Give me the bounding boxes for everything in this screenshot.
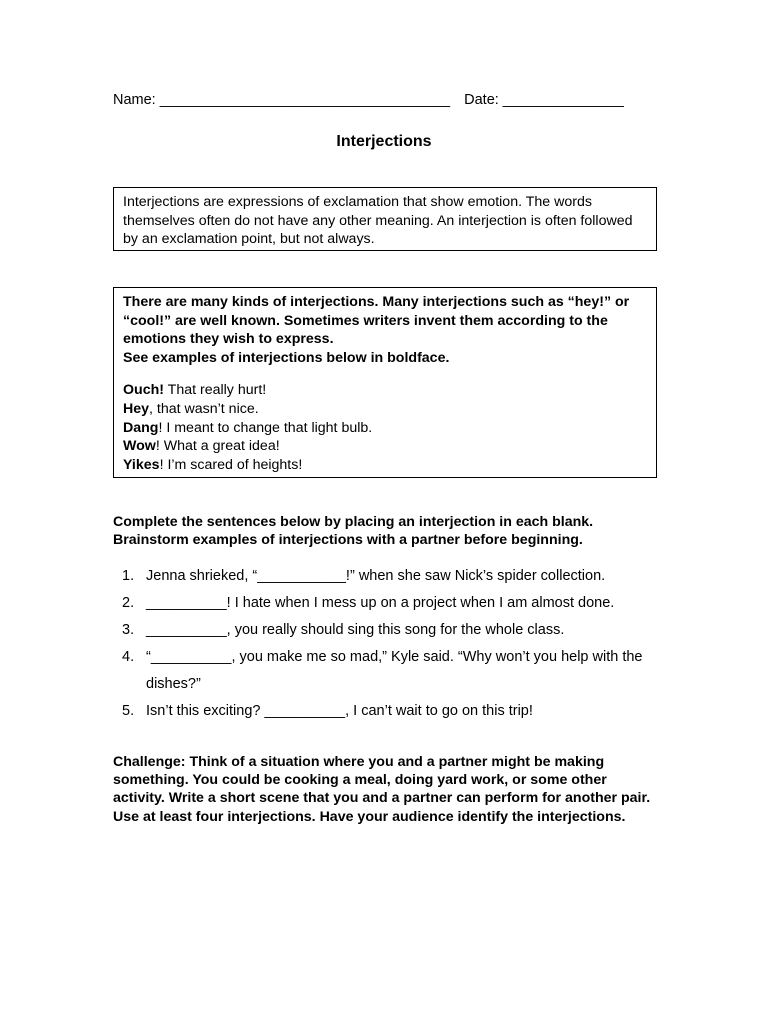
kinds-intro-text: There are many kinds of interjections. Many interjections such as “hey!” or “cool!” are well known. Sometimes writers invent them according to the emotions they wish to express.: [123, 294, 630, 348]
example-rest: , that wasn’t nice.: [149, 400, 259, 417]
question-text[interactable]: “__________, you make me so mad,” Kyle said. “Why won’t you help with the dishes?”: [146, 649, 643, 692]
example-item: [123, 456, 647, 475]
question-item: [122, 590, 662, 617]
question-number: 3.: [122, 622, 135, 638]
example-rest: ! I meant to change that light bulb.: [158, 419, 373, 436]
question-number: 1.: [122, 568, 135, 584]
example-interjection: Ouch!: [123, 382, 164, 399]
question-text[interactable]: __________, you really should sing this song for the whole class.: [146, 622, 565, 638]
definition-box: [113, 187, 657, 251]
question-item: [122, 644, 662, 698]
question-number: 5.: [122, 703, 135, 719]
definition-text: Interjections are expressions of exclamation that show emotion. The words themselves often do not have any other meaning. An interjection is often followed by an exclamation point, but not always.: [123, 194, 633, 248]
example-rest: That really hurt!: [163, 382, 267, 399]
question-item: [122, 617, 662, 644]
example-item: [123, 437, 647, 456]
example-interjection: Hey: [123, 400, 150, 417]
question-text[interactable]: Isn’t this exciting? __________, I can’t wait to go on this trip!: [146, 703, 533, 719]
example-item: [123, 419, 647, 438]
kinds-box: [113, 287, 657, 478]
challenge-text: Challenge: Think of a situation where you and a partner might be making something. You could be cooking a meal, doing yard work, or some other activity. Write a short scene that you and a partner can perform for another pair. Use at least four interjections. Have your audience identify the interjections.: [113, 754, 651, 825]
see-examples-text: See examples of interjections below in boldface.: [123, 349, 450, 366]
page-title: Interjections: [336, 133, 432, 150]
instructions: Complete the sentences below by placing an interjection in each blank. Brainstorm examples of interjections with a partner before beginning.: [113, 514, 594, 548]
examples-list: [123, 381, 647, 474]
question-text[interactable]: __________! I hate when I mess up on a project when I am almost done.: [146, 595, 615, 611]
example-item: [123, 381, 647, 400]
question-item: [122, 563, 662, 590]
example-rest: ! I’m scared of heights!: [159, 456, 303, 473]
example-rest: ! What a great idea!: [155, 438, 280, 455]
example-interjection: Dang: [123, 419, 159, 436]
example-interjection: Yikes: [123, 456, 160, 473]
question-text[interactable]: Jenna shrieked, “___________!” when she saw Nick’s spider collection.: [146, 568, 606, 584]
question-list: [122, 563, 662, 725]
name-date-line: [113, 92, 624, 108]
question-number: 2.: [122, 595, 135, 611]
example-item: [123, 400, 647, 419]
kinds-intro: [123, 293, 647, 367]
date-field[interactable]: Date: _______________: [464, 92, 624, 108]
question-number: 4.: [122, 649, 135, 665]
example-interjection: Wow: [123, 438, 156, 455]
question-item: [122, 698, 662, 725]
name-field[interactable]: Name: ____________________________________: [113, 92, 451, 108]
